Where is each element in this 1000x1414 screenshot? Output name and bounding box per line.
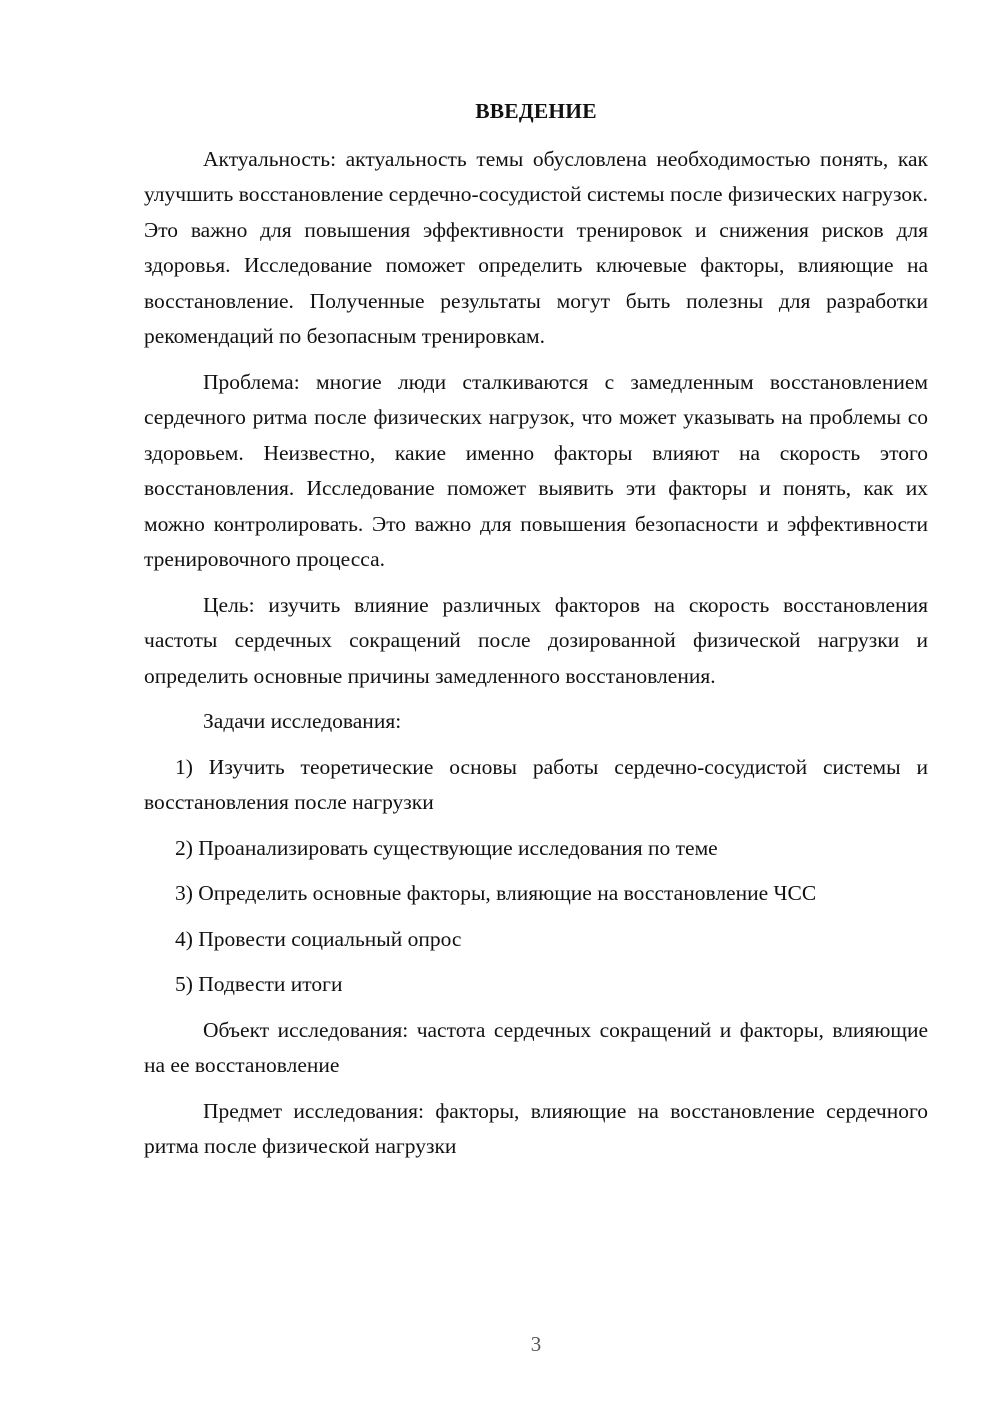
list-item: 5) Подвести итоги bbox=[175, 972, 343, 996]
subject-paragraph: Предмет исследования: факторы, влияющие на восстановление сердечного ритма после физической нагрузки bbox=[144, 1098, 928, 1158]
relevance-paragraph: Актуальность: актуальность темы обусловлена необходимостью понять, как улучшить восстановление сердечно-сосудистой системы после физических нагрузок. Это важно для повышения эффективности тренировок и снижения рисков для здоровья. Исследование поможет определить ключевые факторы, влияющие на восстановление. Полученные результаты могут быть полезны для разработки рекомендаций по безопасным тренировкам. bbox=[144, 146, 928, 348]
goal-paragraph: Цель: изучить влияние различных факторов на скорость восстановления частоты сердечных сокращений после дозированной физической нагрузки и определить основные причины замедленного восстановления. bbox=[144, 592, 928, 688]
page-number: 3 bbox=[530, 1332, 542, 1356]
tasks-list bbox=[144, 750, 928, 1003]
problem-paragraph: Проблема: многие люди сталкиваются с замедленным восстановлением сердечного ритма после физических нагрузок, что может указывать на проблемы со здоровьем. Неизвестно, какие именно факторы влияют на скорость этого восстановления. Исследование поможет выявить эти факторы и понять, как их можно контролировать. Это важно для повышения безопасности и эффективности тренировочного процесса. bbox=[144, 369, 928, 571]
list-item: 4) Провести социальный опрос bbox=[175, 926, 462, 951]
section-heading: ВВЕДЕНИЕ bbox=[475, 99, 597, 123]
list-item: 2) Проанализировать существующие исследования по теме bbox=[175, 835, 718, 860]
list-item: 1) Изучить теоретические основы работы сердечно-сосудистой системы и восстановления после нагрузки bbox=[144, 754, 928, 814]
object-paragraph: Объект исследования: частота сердечных сокращений и факторы, влияющие на ее восстановление bbox=[144, 1017, 928, 1077]
list-item: 3) Определить основные факторы, влияющие на восстановление ЧСС bbox=[175, 881, 817, 905]
tasks-label: Задачи исследования: bbox=[203, 709, 402, 733]
page-body bbox=[144, 94, 928, 1175]
